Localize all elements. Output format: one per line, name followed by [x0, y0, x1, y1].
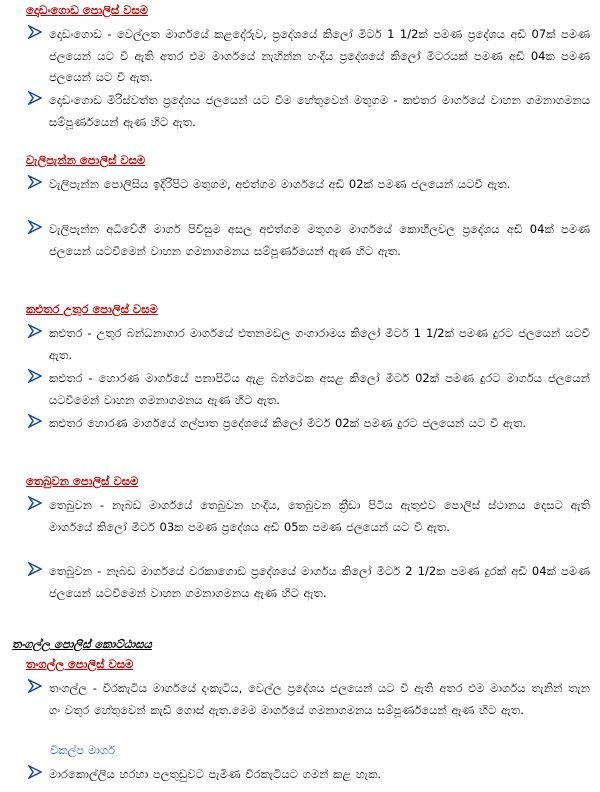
alternate-route-label: විකල්ප මාර්ග: [50, 743, 116, 757]
list-item-text: මාරකොල්ලිය හරහා පලතුඩුවට පැමිණ වීරකැටියට ගමන් කළ හැක.: [49, 767, 382, 781]
station-heading-welipenna: වැලිපැන්න පොලිස් වසම: [26, 153, 146, 167]
list-item: [28, 174, 590, 196]
list-item-text: තෙබුවන - නෑබඩ මාර්ගයේ තෙබුවන හංදිය, තෙබුවන ක්‍රීඩා පිටිය ඇතුළුව පොලිස් ස්ථානය දෙසට ඇති මාර්ගයේ කිලෝ මීටර් 03ක පමණ ප්‍රදේශය අඩි 05ක පමණ ජලයෙන් යට වී ඇත.: [49, 498, 590, 534]
arrow-bullet-icon: [28, 25, 42, 39]
list-item: [28, 561, 590, 604]
arrow-bullet-icon: [28, 496, 42, 510]
list-item-text: දොඩංගොඩ මිරිස්වත්ත ප්‍රදේශය ජලයෙන් යට වීම හේතුවෙන් මතුගම - කළුතර මාර්ගයේ වාහන ගමනාගමනය සම්පූර්ණයෙන් ඇණ හිට ඇත.: [49, 93, 590, 129]
list-item-text: වැලිපැන්න පොලිසිය ඉදිරිපිට මතුගම, අළුත්ගම මාර්ගයේ අඩි 02ක් පමණ ජලයෙන් යටවී ඇත.: [49, 177, 511, 191]
arrow-bullet-icon: [28, 369, 42, 383]
station-heading-kalutara-north: කළුතර උතුර පොලිස් වසම: [26, 302, 158, 316]
arrow-bullet-icon: [28, 324, 42, 338]
list-item-text: වැලිපැන්න අධිවේගී මාර්ග පිවිසුම අසල අළුත්ගම මතුගම මාර්ගයේ කොහිලවල ප්‍රදේශය අඩි 04ක් පමණ ජලයෙන් යටවීමෙන් වාහන ගමනාගමනය සම්පූර්ණයෙන් ඇණ හිට ඇත.: [49, 222, 590, 258]
list-item: [28, 678, 590, 721]
arrow-bullet-icon: [28, 175, 42, 189]
list-item-text: තෙබුවන - නෑබඩ මාර්ගයේ වරකාගොඩ ප්‍රදේශයේ මාර්ගය කිලෝ මීටර් 2 1/2ක පමණ දුරක් අඩි 04ක් පමණ ජලයෙන් යටවීමෙන් වාහන ගමනාගමනය ඇණ හිට ඇත.: [49, 564, 590, 600]
station-heading-tangalle: තංගල්ල පොලිස් වසම: [26, 657, 134, 671]
list-item: [28, 90, 590, 133]
arrow-bullet-icon: [28, 765, 42, 779]
arrow-bullet-icon: [28, 414, 42, 428]
list-item-text: තංගල්ල - වීරකැටිය මාර්ගයේ දංකැටිය, වෙල්ල ප්‍රදේශය ජලයෙන් යට වී ඇති අතර එම මාර්ගය තැනින් තැන ගං වතුර හේතුවෙන් කැඩී ගොස් ඇත.මෙම මාර්ගයේ ගමනාගමනය සම්පූර්ණයෙන් ඇණ හිට ඇත.: [49, 681, 590, 717]
arrow-bullet-icon: [28, 562, 42, 576]
list-item-text: කළුතර - උතුර බන්ධනාගාර මාර්ගයේ එතනමඩල ගංගාරාමය කිලෝ මීටර් 1 1/2ක් පමණ දුරට ජලයෙන් යටවී ඇත.: [49, 326, 590, 362]
station-heading-dodangoda: දොඩංගොඩ පොලිස් වසම: [26, 3, 148, 17]
list-item-text: කළුතර - හොරණ මාර්ගයේ පනාපිටිය ඇළ බන්ටෙක අසළ කිලෝ මීටර් 02ක් පමණ දුරට මාර්ගය ජලයෙන් යටවීමෙන් වාහන ගමනාගමනය ඇණ හිට ඇත.: [49, 371, 590, 407]
list-item: [28, 368, 590, 411]
arrow-bullet-icon: [28, 679, 42, 693]
list-item: [28, 323, 590, 366]
list-item-text: කළුතර හොරණ මාර්ගයේ ගල්පාත ප්‍රදේශයේ කිලෝ මීටර් 02ක් පමණ දුරට ජලයෙන් යට වී ඇත.: [49, 416, 526, 430]
station-heading-thebuwana: තෙබුවන පොලිස් වසම: [26, 474, 139, 488]
list-item-text: දොඩංගොඩ - වෙල්ලත මාර්ගයේ කළදෝරුව, ප්‍රදේශයේ කිලෝ මීටර් 1 1/2ක් පමණ ප්‍රදේශය අඩි 07ක් පමණ ජලයෙන් යට වී ඇති අතර එම මාර්ගයේ නැහින්න හංදිය ප්‍රදේශයේ කිලෝ මීටරයක් පමණ අඩි 04ක පමණ ජලයෙන් යට වී ඇත.: [49, 27, 590, 84]
list-item: [28, 764, 590, 786]
list-item: [28, 495, 590, 538]
arrow-bullet-icon: [28, 220, 42, 234]
division-heading-tangalle: තංගල්ල පොලිස් කොට්ඨාසය: [12, 637, 152, 651]
list-item: [28, 24, 590, 89]
list-item: [28, 413, 590, 435]
list-item: [28, 219, 590, 262]
arrow-bullet-icon: [28, 91, 42, 105]
